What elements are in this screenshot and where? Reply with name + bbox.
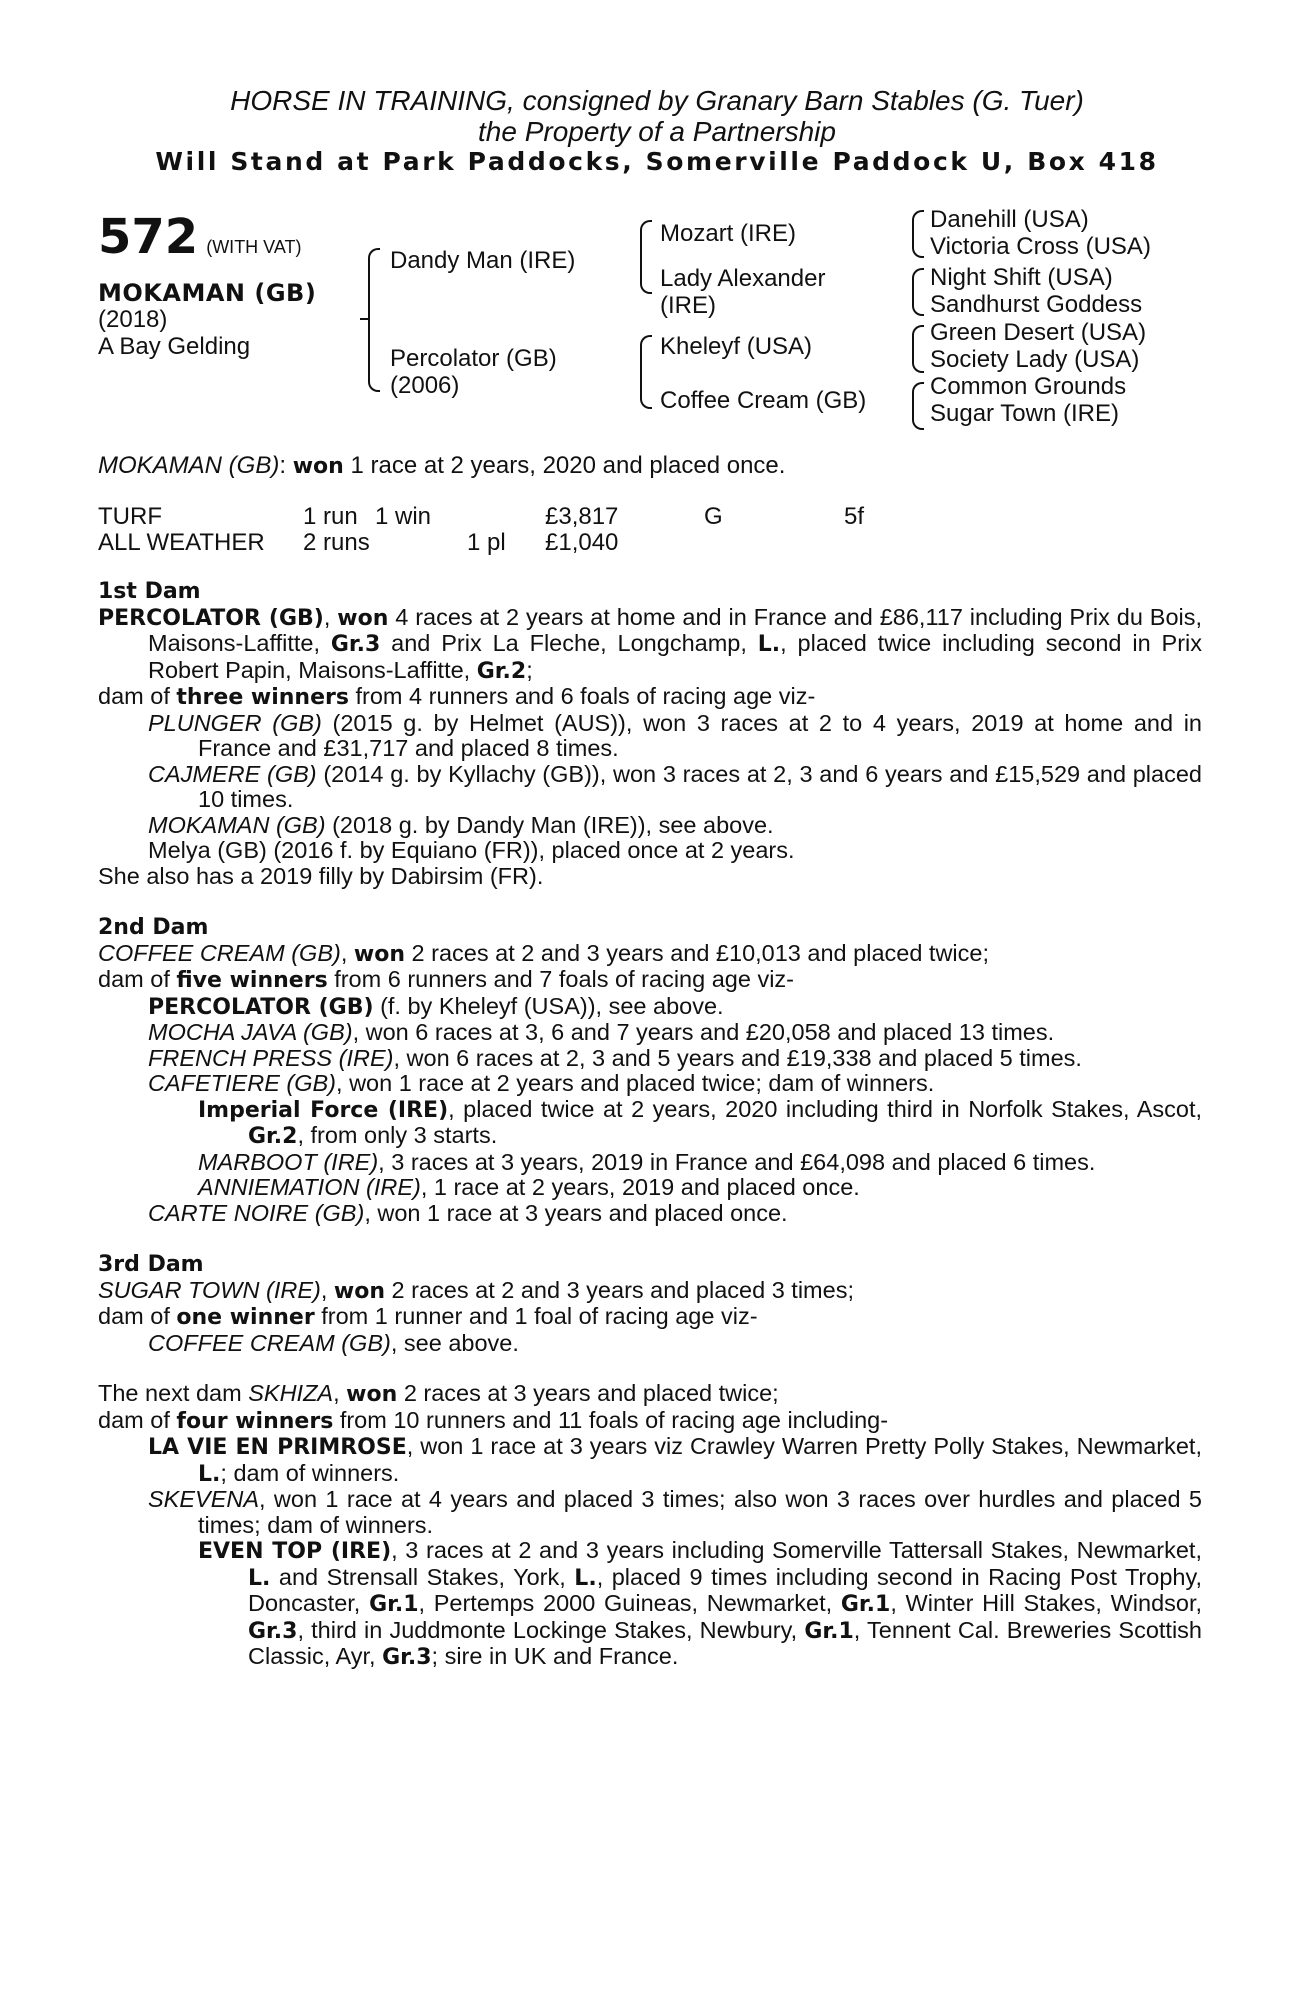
text: (f. by Kheleyf (USA)), see above. <box>380 992 724 1019</box>
pedigree-gg3: Night Shift (USA) <box>930 264 1113 291</box>
progeny-name: CAJMERE (GB) <box>148 760 317 787</box>
progeny-name: ANNIEMATION (IRE) <box>198 1174 421 1200</box>
grand-progeny-anniemation <box>98 1175 1202 1201</box>
record-aw-runs: 2 runs <box>303 529 370 556</box>
text: , third in Juddmonte Lockinge Stakes, Newbury, <box>297 1616 798 1643</box>
text: , placed twice at 2 years, 2020 including third in Norfolk Stakes, Ascot, <box>448 1095 1203 1122</box>
grand-progeny-imperial-force <box>98 1097 1202 1150</box>
grand-progeny-even-top <box>98 1538 1202 1671</box>
grand-progeny-marboot <box>98 1150 1202 1176</box>
won-label: won <box>333 1278 385 1304</box>
grade-label: Gr.2 <box>476 658 527 684</box>
progeny-plunger <box>98 711 1202 762</box>
consignor-line: HORSE IN TRAINING, consigned by Granary Barn Stables (G. Tuer) <box>230 85 1084 116</box>
also-note: She also has a 2019 filly by Dabirsim (FR). <box>98 862 544 889</box>
lot-number-block <box>98 209 302 265</box>
record-turf-runs: 1 run <box>303 503 358 530</box>
text: and Prix La Fleche, Longchamp, <box>391 630 747 656</box>
won-label: won <box>346 1382 398 1407</box>
text: and Strensall Stakes, York, <box>278 1563 566 1590</box>
progeny-name: FRENCH PRESS (IRE) <box>148 1044 394 1071</box>
text: (2018 g. by Dandy Man (IRE)), see above. <box>332 811 774 838</box>
third-dam-heading: 3rd Dam <box>98 1252 204 1277</box>
pedigree-brace-g2 <box>912 268 924 316</box>
text: 2 races at 2 and 3 years and placed 3 times; <box>391 1276 854 1303</box>
pedigree-gg1: Danehill (USA) <box>930 206 1089 233</box>
pedigree-notes <box>98 579 1202 1671</box>
progeny-coffee-cream <box>98 1331 1202 1357</box>
grade-label: Gr.3 <box>248 1618 298 1644</box>
text: , won 1 race at 3 years viz Crawley Warren Pretty Polly Stakes, Newmarket, <box>406 1433 1202 1459</box>
pedigree-dam-dam: Coffee Cream (GB) <box>660 387 867 414</box>
progeny-carte-noire <box>98 1201 1202 1227</box>
text: , won 6 races at 2, 3 and 5 years and £19,338 and placed 5 times. <box>393 1044 1082 1071</box>
progeny-percolator <box>98 994 1202 1021</box>
record-turf-surface: TURF <box>98 503 162 530</box>
property-line: the Property of a Partnership <box>478 116 836 147</box>
next-dam-record: The next dam SKHIZA, won 2 races at 3 years and placed twice; <box>98 1380 779 1407</box>
text: , 1 race at 2 years, 2019 and placed once. <box>420 1174 860 1200</box>
winners-count: one winner <box>176 1305 315 1330</box>
progeny-mokaman <box>98 813 1202 839</box>
progeny-name: MOKAMAN (GB) <box>148 811 326 838</box>
progeny-skevena <box>98 1487 1202 1538</box>
grade-label: Gr.1 <box>369 1592 419 1617</box>
text: , won 6 races at 3, 6 and 7 years and £20,058 and placed 13 times. <box>352 1019 1055 1045</box>
summary-rest: 1 race at 2 years, 2020 and placed once. <box>350 452 786 479</box>
horse-description: A Bay Gelding <box>98 333 251 360</box>
text: from 4 runners and 6 foals of racing age viz- <box>355 683 816 709</box>
text: , won 1 race at 3 years and placed once. <box>364 1199 788 1226</box>
listed-label: L. <box>574 1565 597 1591</box>
winners-count: three winners <box>176 685 349 710</box>
second-dam-record: COFFEE CREAM (GB), won 2 races at 2 and 3 years and £10,013 and placed twice; <box>98 939 989 967</box>
progeny-cajmere <box>98 762 1202 813</box>
pedigree-gg2: Victoria Cross (USA) <box>930 233 1151 260</box>
text: , from only 3 starts. <box>297 1122 498 1148</box>
grade-label: Gr.3 <box>330 632 381 657</box>
next-dam-produce <box>98 1408 1202 1435</box>
first-dam-name: PERCOLATOR (GB) <box>98 605 324 631</box>
text: 4 races at 2 years at home and in France and £86,117 including Prix du Bois, Maisons-Laffitte, <box>148 603 1203 656</box>
pedigree-brace-g3 <box>912 325 924 373</box>
second-dam-produce <box>98 967 1202 994</box>
summary-horse-name: MOKAMAN (GB) <box>98 452 280 479</box>
record-turf-distance: 5f <box>844 503 865 530</box>
spacer <box>98 1356 1202 1381</box>
vat-note: (WITH VAT) <box>206 237 302 257</box>
text: , see above. <box>390 1329 519 1356</box>
second-dam-heading: 2nd Dam <box>98 915 209 940</box>
record-aw-placed: 1 pl <box>467 529 506 556</box>
pedigree-gg5: Green Desert (USA) <box>930 319 1147 346</box>
pedigree-sire: Dandy Man (IRE) <box>390 247 576 274</box>
pedigree-dam-year: (2006) <box>390 372 460 399</box>
pedigree-brace-point <box>360 318 368 320</box>
progeny-mocha-java <box>98 1020 1202 1046</box>
text: dam of <box>98 683 170 709</box>
text: ; dam of winners. <box>220 1459 400 1486</box>
progeny-melya: Melya (GB) (2016 f. by Equiano (FR)), placed once at 2 years. <box>148 837 795 863</box>
horse-name: MOKAMAN (GB) <box>98 279 317 307</box>
winners-count: five winners <box>176 968 328 993</box>
record-aw-prize: £1,040 <box>545 529 619 556</box>
pedigree-brace-dam <box>640 335 652 409</box>
text: (2015 g. by Helmet (AUS)), won 3 races at 2 to 4 years, 2019 at home and in France and £31,717 and placed 8 times. <box>198 709 1202 761</box>
record-turf-prize: £3,817 <box>545 503 619 530</box>
lot-number: 572 <box>98 209 199 265</box>
summary-colon: : <box>279 452 287 479</box>
text: dam of <box>98 1303 170 1329</box>
text: , Tennent Cal. Breweries Scottish Classic, Ayr, <box>248 1616 1202 1669</box>
summary-won: won <box>292 454 344 479</box>
pedigree-sire-dam: Lady Alexander <box>660 265 826 292</box>
pedigree-brace-sire <box>640 220 652 294</box>
text: , placed twice including second in Prix Robert Papin, Maisons-Laffitte, <box>148 630 1203 683</box>
pedigree-dam: Percolator (GB) <box>390 345 557 372</box>
progeny-name: MOCHA JAVA (GB) <box>148 1019 353 1045</box>
text: , 3 races at 3 years, 2019 in France and £64,098 and placed 6 times. <box>378 1148 1096 1175</box>
won-label: won <box>337 605 389 631</box>
text: ; sire in UK and France. <box>431 1643 679 1669</box>
grade-label: Gr.2 <box>248 1124 298 1149</box>
pedigree-gg8: Sugar Town (IRE) <box>930 400 1119 427</box>
grade-label: Gr.1 <box>804 1618 854 1644</box>
next-dam-name: SKHIZA <box>248 1380 334 1406</box>
text: from 10 runners and 11 foals of racing age including- <box>339 1406 889 1433</box>
pedigree-sire-dam-cont: (IRE) <box>660 292 716 319</box>
progeny-name: Imperial Force (IRE) <box>198 1097 449 1123</box>
winners-count: four winners <box>176 1408 334 1434</box>
pedigree-gg4: Sandhurst Goddess <box>930 291 1143 318</box>
text: from 6 runners and 7 foals of racing age viz- <box>334 966 794 992</box>
grade-label: Gr.3 <box>382 1645 432 1670</box>
listed-label: L. <box>198 1461 221 1487</box>
listed-label: L. <box>757 632 781 657</box>
racing-summary <box>98 452 785 480</box>
foaling-year: (2018) <box>98 306 168 333</box>
progeny-name: COFFEE CREAM (GB) <box>148 1329 391 1356</box>
text: dam of <box>98 1406 170 1433</box>
third-dam-record: SUGAR TOWN (IRE), won 2 races at 2 and 3 years and placed 3 times; <box>98 1276 854 1304</box>
pedigree-sire-sire: Mozart (IRE) <box>660 220 797 247</box>
pedigree-brace-g1 <box>912 210 924 258</box>
second-dam-name: COFFEE CREAM (GB) <box>98 939 341 966</box>
record-aw-surface: ALL WEATHER <box>98 529 265 556</box>
pedigree-gg6: Society Lady (USA) <box>930 346 1140 373</box>
record-turf-going: G <box>704 503 723 530</box>
progeny-name: PERCOLATOR (GB) <box>148 994 374 1020</box>
progeny-name: PLUNGER (GB) <box>148 709 322 736</box>
first-dam-produce <box>98 684 1202 711</box>
third-dam-name: SUGAR TOWN (IRE) <box>98 1276 321 1303</box>
first-dam-record: PERCOLATOR (GB), won 4 races at 2 years at home and in France and £86,117 including Prix du Bois, Maisons-Laffitte, Gr.3 and Prix La Fleche, Longchamp, L., placed twice including second in Prix Robert Papin, Maisons-Laffitte, Gr.2; <box>98 603 1203 684</box>
text: , won 1 race at 4 years and placed 3 times; also won 3 races over hurdles and placed 5 times; dam of winners. <box>198 1486 1202 1538</box>
text: , 3 races at 2 and 3 years including Somerville Tattersall Stakes, Newmarket, <box>391 1537 1202 1563</box>
progeny-name: LA VIE EN PRIMROSE <box>148 1435 407 1460</box>
record-turf-wins: 1 win <box>375 503 432 530</box>
grade-label: Gr.1 <box>840 1592 891 1617</box>
text: from 1 runner and 1 foal of racing age viz- <box>321 1303 758 1329</box>
pedigree-gg7: Common Grounds <box>930 373 1127 400</box>
location-line: Will Stand at Park Paddocks, Somerville Paddock U, Box 418 <box>155 147 1159 176</box>
progeny-name: MARBOOT (IRE) <box>198 1148 379 1175</box>
progeny-cafetiere <box>98 1071 1202 1097</box>
progeny-name: SKEVENA <box>148 1486 260 1512</box>
text: 2 races at 3 years and placed twice; <box>403 1380 779 1406</box>
progeny-name: EVEN TOP (IRE) <box>198 1539 392 1564</box>
text: ; <box>526 656 533 683</box>
third-dam-produce <box>98 1304 1202 1331</box>
pedigree-dam-sire: Kheleyf (USA) <box>660 333 813 360</box>
progeny-name: CARTE NOIRE (GB) <box>148 1199 365 1226</box>
progeny-la-vie-en-primrose <box>98 1434 1202 1487</box>
text: , Pertemps 2000 Guineas, Newmarket, <box>418 1590 833 1616</box>
first-dam-heading: 1st Dam <box>98 579 201 604</box>
text: The next dam <box>98 1380 242 1406</box>
pedigree-brace-main <box>368 248 380 392</box>
text: , won 1 race at 2 years and placed twice; dam of winners. <box>336 1070 935 1096</box>
listed-label: L. <box>248 1565 271 1591</box>
won-label: won <box>353 941 406 967</box>
progeny-name: CAFETIERE (GB) <box>148 1070 337 1096</box>
text: (2014 g. by Kyllachy (GB)), won 3 races at 2, 3 and 6 years and £15,529 and placed 10 times. <box>198 760 1202 812</box>
pedigree-brace-g4 <box>912 382 924 430</box>
text: , Winter Hill Stakes, Windsor, <box>890 1590 1203 1616</box>
progeny-french-press <box>98 1046 1202 1072</box>
text: dam of <box>98 966 170 992</box>
text: , placed 9 times including second in Racing Post Trophy, Doncaster, <box>248 1563 1203 1616</box>
text: 2 races at 2 and 3 years and £10,013 and placed twice; <box>411 939 989 966</box>
